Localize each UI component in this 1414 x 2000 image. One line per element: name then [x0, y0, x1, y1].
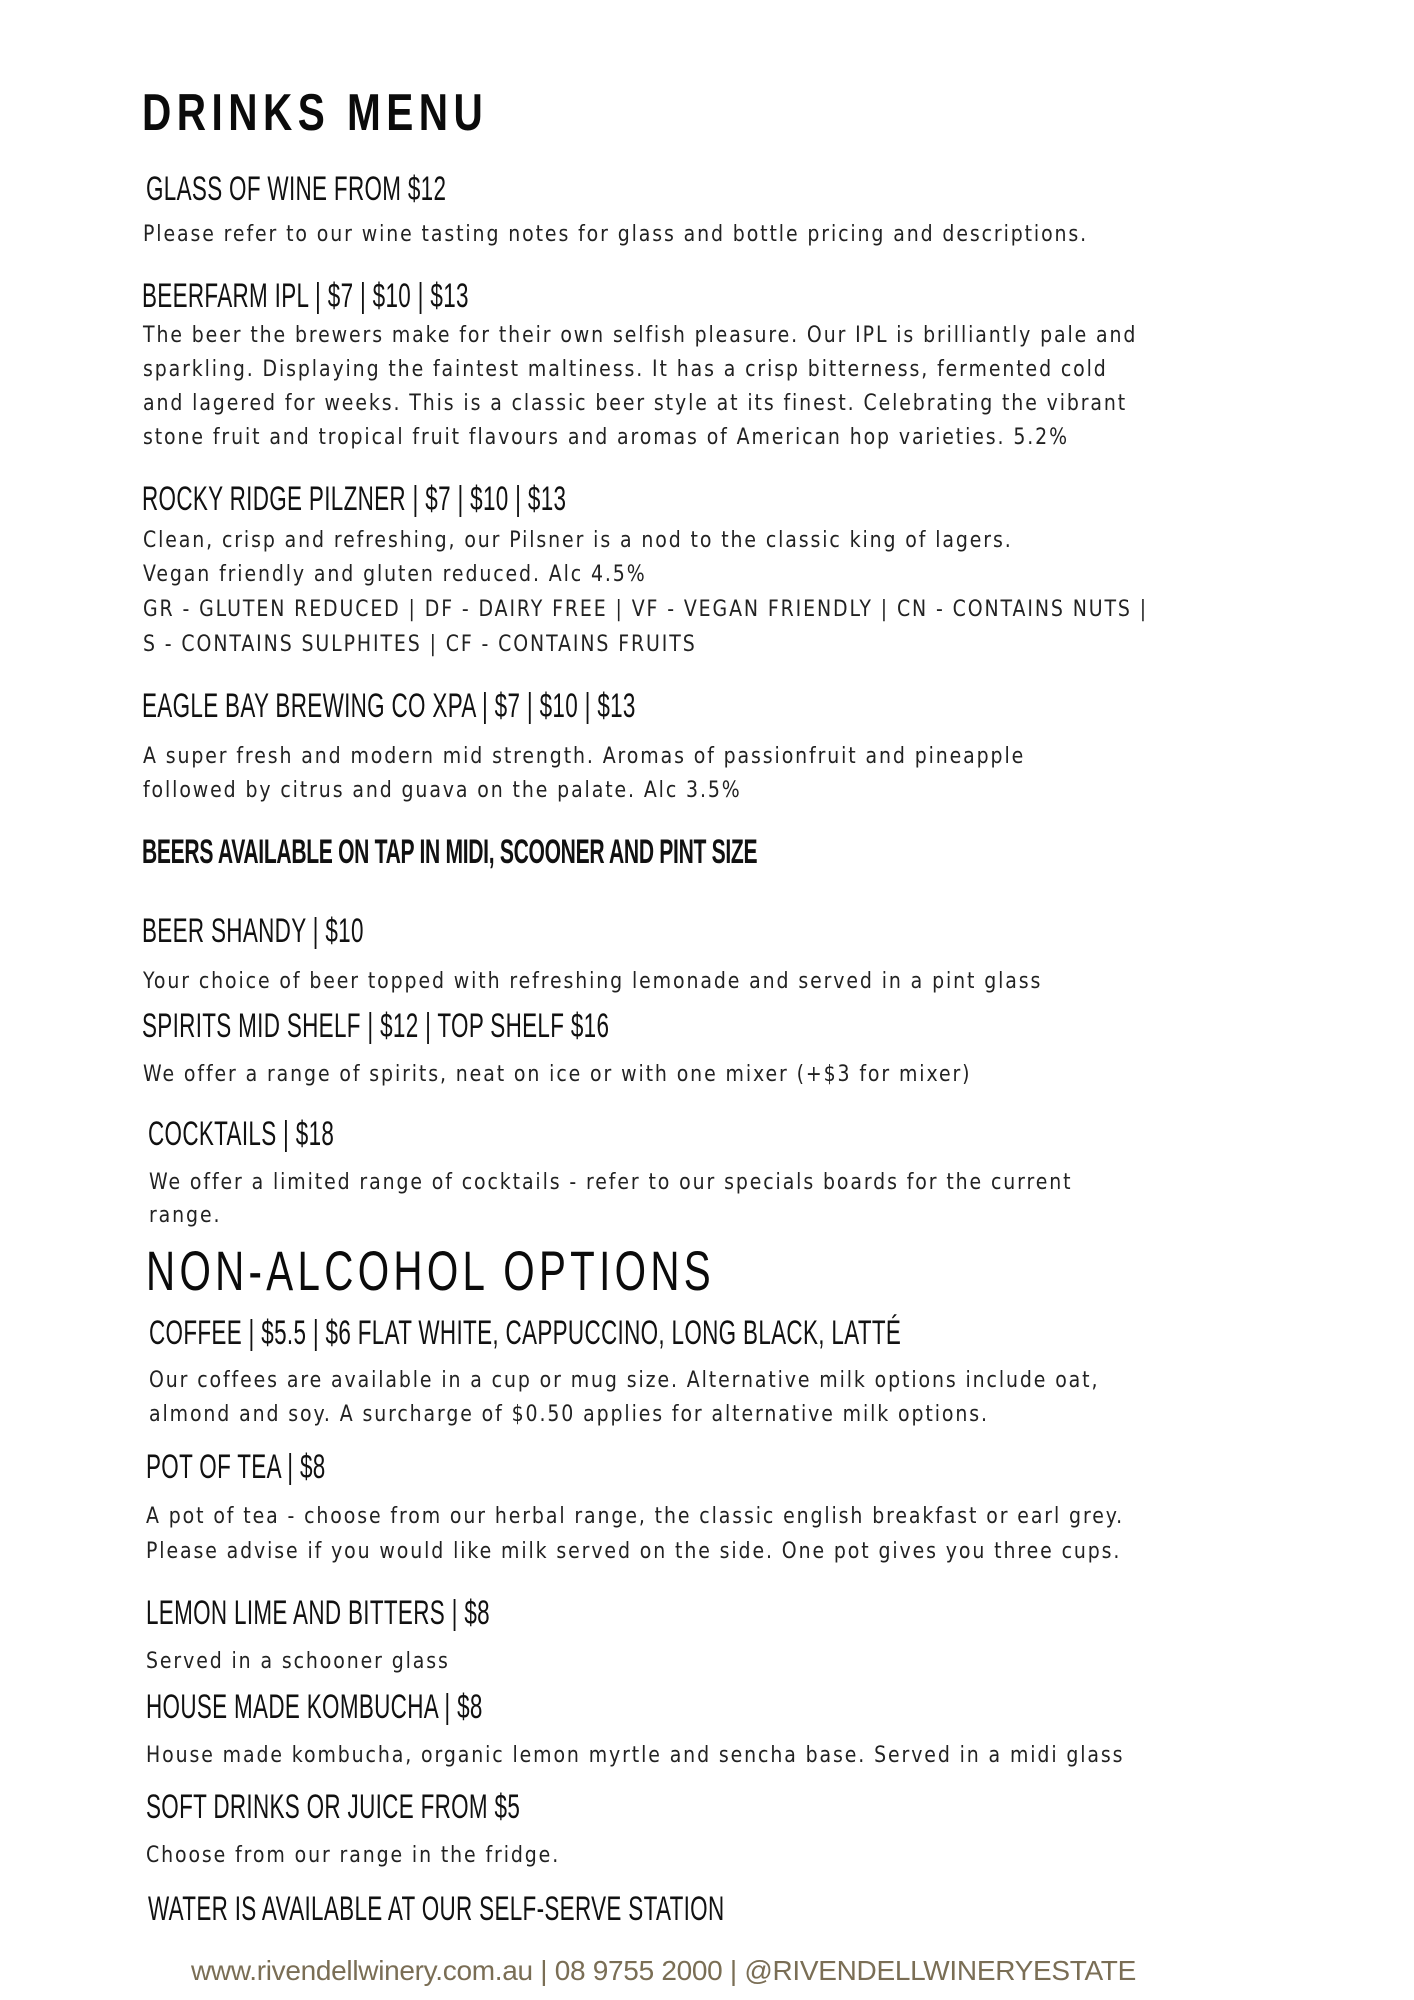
item-heading-glass-of-wine: GLASS OF WINE FROM $12	[146, 170, 447, 208]
item-heading-kombucha: HOUSE MADE KOMBUCHA | $8	[146, 1688, 483, 1726]
footer-contact: www.rivendellwinery.com.au | 08 9755 2000 | @RIVENDELLWINERYESTATE	[191, 1955, 1136, 1986]
item-desc-line: stone fruit and tropical fruit flavours and aromas of American hop varieties. 5.2%	[143, 425, 1069, 450]
item-desc-line: almond and soy. A surcharge of $0.50 applies for alternative milk options.	[149, 1402, 989, 1427]
item-desc-line: Please advise if you would like milk served on the side. One pot gives you three cups.	[146, 1539, 1122, 1564]
item-heading-cocktails: COCKTAILS | $18	[148, 1115, 335, 1153]
item-desc-line: Clean, crisp and refreshing, our Pilsner is a nod to the classic king of lagers.	[143, 528, 1013, 553]
item-heading-soft-drinks: SOFT DRINKS OR JUICE FROM $5	[146, 1788, 521, 1826]
item-desc-line: Our coffees are available in a cup or mug size. Alternative milk options include oat,	[149, 1368, 1100, 1393]
item-desc-line: range.	[149, 1203, 222, 1228]
item-desc-line: We offer a limited range of cocktails - refer to our specials boards for the current	[149, 1170, 1073, 1195]
item-desc-line: Served in a schooner glass	[146, 1649, 450, 1674]
non-alcohol-section-title: NON-ALCOHOL OPTIONS	[146, 1239, 715, 1302]
dietary-legend-line: S - CONTAINS SULPHITES | CF - CONTAINS FRUITS	[143, 632, 697, 657]
dietary-legend-line: GR - GLUTEN REDUCED | DF - DAIRY FREE | VF - VEGAN FRIENDLY | CN - CONTAINS NUTS |	[143, 597, 1149, 622]
item-heading-beerfarm-ipl: BEERFARM IPL | $7 | $10 | $13	[142, 277, 469, 315]
item-heading-pot-of-tea: POT OF TEA | $8	[146, 1448, 326, 1486]
item-desc-line: sparkling. Displaying the faintest maltiness. It has a crisp bitterness, fermented cold	[143, 357, 1108, 382]
item-desc-line: A pot of tea - choose from our herbal range, the classic english breakfast or earl grey.	[146, 1504, 1125, 1529]
item-desc-line: and lagered for weeks. This is a classic beer style at its finest. Celebrating the vibrant	[143, 391, 1128, 416]
item-heading-eagle-bay-xpa: EAGLE BAY BREWING CO XPA | $7 | $10 | $13	[142, 687, 636, 725]
item-desc-line: Choose from our range in the fridge.	[146, 1843, 561, 1868]
page-title: DRINKS MENU	[142, 84, 489, 142]
item-desc-line: A super fresh and modern mid strength. Aromas of passionfruit and pineapple	[143, 744, 1026, 769]
item-desc-line: followed by citrus and guava on the palate. Alc 3.5%	[143, 778, 742, 803]
item-desc-glass-of-wine: Please refer to our wine tasting notes for glass and bottle pricing and descriptions.	[143, 222, 1089, 247]
item-desc-line: We offer a range of spirits, neat on ice or with one mixer (+$3 for mixer)	[143, 1062, 972, 1087]
item-heading-coffee: COFFEE | $5.5 | $6 FLAT WHITE, CAPPUCCINO, LONG BLACK, LATTÉ	[149, 1314, 902, 1352]
item-desc-line: The beer the brewers make for their own selfish pleasure. Our IPL is brilliantly pale and	[143, 323, 1138, 348]
item-heading-lemon-lime-bitters: LEMON LIME AND BITTERS | $8	[146, 1594, 490, 1632]
water-station-note: WATER IS AVAILABLE AT OUR SELF-SERVE STATION	[148, 1890, 725, 1928]
item-desc-line: House made kombucha, organic lemon myrtle and sencha base. Served in a midi glass	[146, 1743, 1125, 1768]
item-heading-spirits: SPIRITS MID SHELF | $12 | TOP SHELF $16	[142, 1007, 610, 1045]
item-desc-line: Your choice of beer topped with refreshing lemonade and served in a pint glass	[143, 969, 1043, 994]
beers-on-tap-note: BEERS AVAILABLE ON TAP IN MIDI, SCOONER AND PINT SIZE	[142, 833, 758, 871]
item-heading-rocky-ridge-pilzner: ROCKY RIDGE PILZNER | $7 | $10 | $13	[142, 480, 567, 518]
item-heading-beer-shandy: BEER SHANDY | $10	[142, 912, 364, 950]
item-desc-line: Vegan friendly and gluten reduced. Alc 4.5%	[143, 562, 647, 587]
